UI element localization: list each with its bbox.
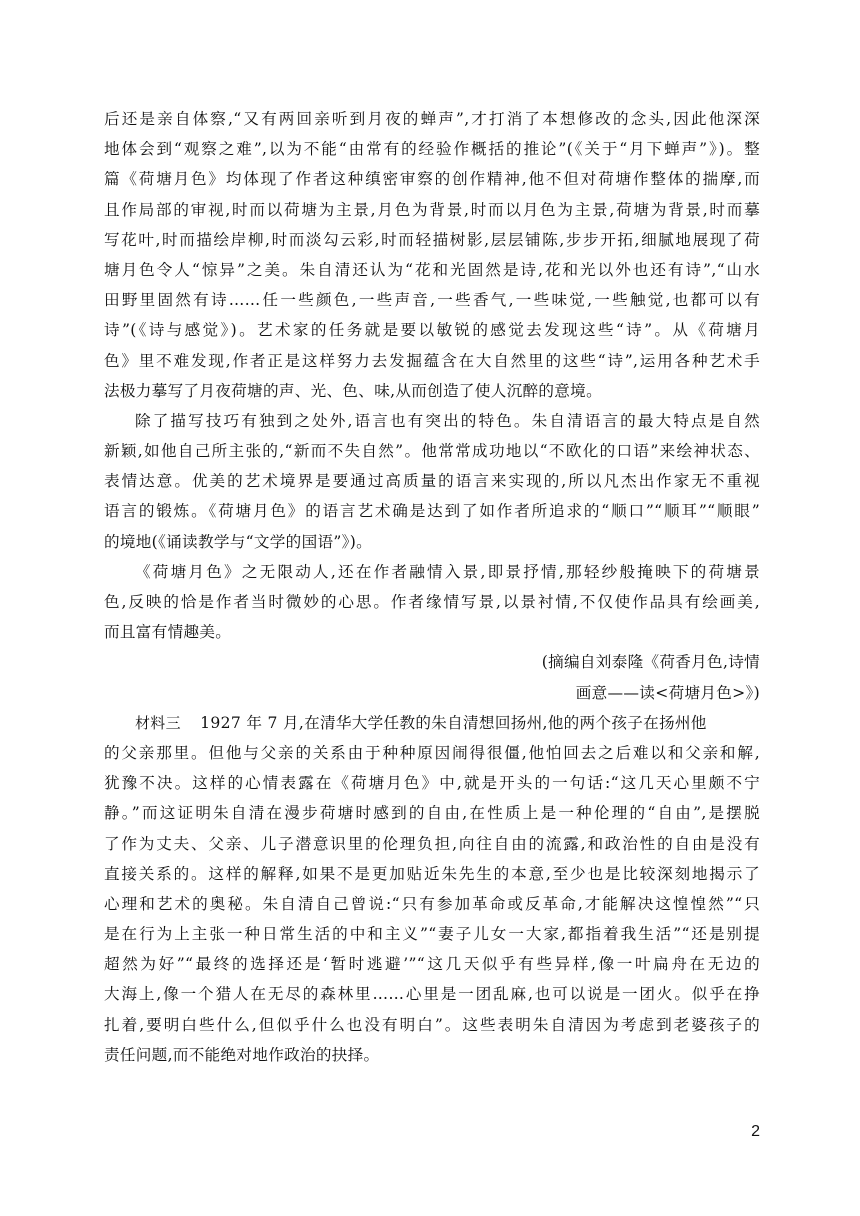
text-line: 表情达意。优美的艺术境界是要通过高质量的语言来实现的,所以凡杰出作家无不重视 xyxy=(104,472,760,491)
text-line: 责任问题,而不能绝对地作政治的抉择。 xyxy=(104,1045,380,1064)
text-line: 了作为丈夫、父亲、儿子潜意识里的伦理负担,向往自由的流露,和政治性的自由是没有 xyxy=(104,834,760,853)
paragraph-observation xyxy=(104,104,760,406)
text-line: 地体会到“观察之难”,以为不能“由常有的经验作概括的推论”(《关于“月下蝉声”》)。整 xyxy=(104,140,760,159)
text-line: 犹豫不决。这样的心情表露在《荷塘月色》中,就是开头的一句话:“这几天心里颇不宁 xyxy=(104,774,760,793)
text-line: 色,反映的恰是作者当时微妙的心思。作者缘情写景,以景衬情,不仅使作品具有绘画美, xyxy=(104,593,760,611)
text-line: 且作局部的审视,时而以荷塘为主景,月色为背景,时而以月色为主景,荷塘为背景,时而摹 xyxy=(104,200,760,219)
material-three-section xyxy=(104,708,760,1070)
page-number: 2 xyxy=(751,1123,760,1140)
text-line: 直接关系的。这样的解释,如果不是更加贴近朱先生的本意,至少也是比较深刻地揭示了 xyxy=(104,864,760,883)
text-line: 塘月色令人“惊异”之美。朱自清还认为“花和光固然是诗,花和光以外也还有诗”,“山水 xyxy=(104,260,760,279)
material-three-first-line xyxy=(104,708,760,738)
text-line: 新颖,如他自己所主张的,“新而不失自然”。他常常成功地以“不欧化的口语”来绘神状态、 xyxy=(104,442,760,461)
citation-line: (摘编自刘泰隆《荷香月色,诗情 xyxy=(541,653,760,672)
text-line: 《荷塘月色》之无限动人,还在作者融情入景,即景抒情,那轻纱般掩映下的荷塘景 xyxy=(135,562,760,581)
paragraph-language xyxy=(104,406,760,557)
article-body xyxy=(104,104,760,1070)
material-label: 材料三 xyxy=(135,713,181,732)
text-line: 诗”(《诗与感觉》)。艺术家的任务就是要以敏锐的感觉去发现这些“诗”。从《荷塘月 xyxy=(104,321,760,340)
text-line: 语言的锻炼。《荷塘月色》的语言艺术确是达到了如作者所追求的“顺口”“顺耳”“顺眼” xyxy=(104,502,760,521)
text-line: 法极力摹写了月夜荷塘的声、光、色、味,从而创造了使人沉醉的意境。 xyxy=(104,381,602,400)
text-line: 扎着,要明白些什么,但似乎什么也没有明白”。这些表明朱自清因为考虑到老婆孩子的 xyxy=(104,1015,760,1034)
paragraph-emotion xyxy=(104,557,760,648)
text-line: 田野里固然有诗……任一些颜色,一些声音,一些香气,一些味觉,一些触觉,也都可以有 xyxy=(104,291,760,310)
citation-line: 画意——读<荷塘月色>》) xyxy=(575,683,760,702)
text-line: 的父亲那里。但他与父亲的关系由于种种原因闹得很僵,他怕回去之后难以和父亲和解, xyxy=(104,743,760,762)
source-citation xyxy=(104,647,760,707)
text-line: 除了描写技巧有独到之处外,语言也有突出的特色。朱自清语言的最大特点是自然 xyxy=(135,411,760,430)
text-line: 而且富有情趣美。 xyxy=(104,623,232,642)
text-line: 静。”而这证明朱自清在漫步荷塘时感到的自由,在性质上是一种伦理的“自由”,是摆脱 xyxy=(104,804,760,823)
text-line: 写花叶,时而描绘岸柳,时而淡勾云彩,时而轻描树影,层层铺陈,步步开拓,细腻地展现了荷 xyxy=(104,230,760,249)
text-line: 色》里不难发现,作者正是这样努力去发掘蕴含在大自然里的这些“诗”,运用各种艺术手 xyxy=(104,351,760,370)
text-line: 心理和艺术的奥秘。朱自清自己曾说:“只有参加革命或反革命,才能解决这惶惶然”“只 xyxy=(104,894,760,913)
text-line: 后还是亲自体察,“又有两回亲听到月夜的蝉声”,才打消了本想修改的念头,因此他深深 xyxy=(104,110,760,128)
material-three-opening: 1927 年 7 月,在清华大学任教的朱自清想回扬州,他的两个孩子在扬州他 xyxy=(200,713,707,732)
text-line: 超然为好”“最终的选择还是‘暂时逃避’”“这几天似乎有些异样,像一叶扁舟在无边的 xyxy=(104,955,760,974)
text-line: 的境地(《诵读教学与“文学的国语”》)。 xyxy=(104,532,373,551)
text-line: 篇《荷塘月色》均体现了作者这种缜密审察的创作精神,他不但对荷塘作整体的揣摩,而 xyxy=(104,170,760,189)
text-line: 是在行为上主张一种日常生活的中和主义”“妻子儿女一大家,都指着我生活”“还是别提 xyxy=(104,925,760,944)
text-line: 大海上,像一个猎人在无尽的森林里……心里是一团乱麻,也可以说是一团火。似乎在挣 xyxy=(104,985,760,1004)
